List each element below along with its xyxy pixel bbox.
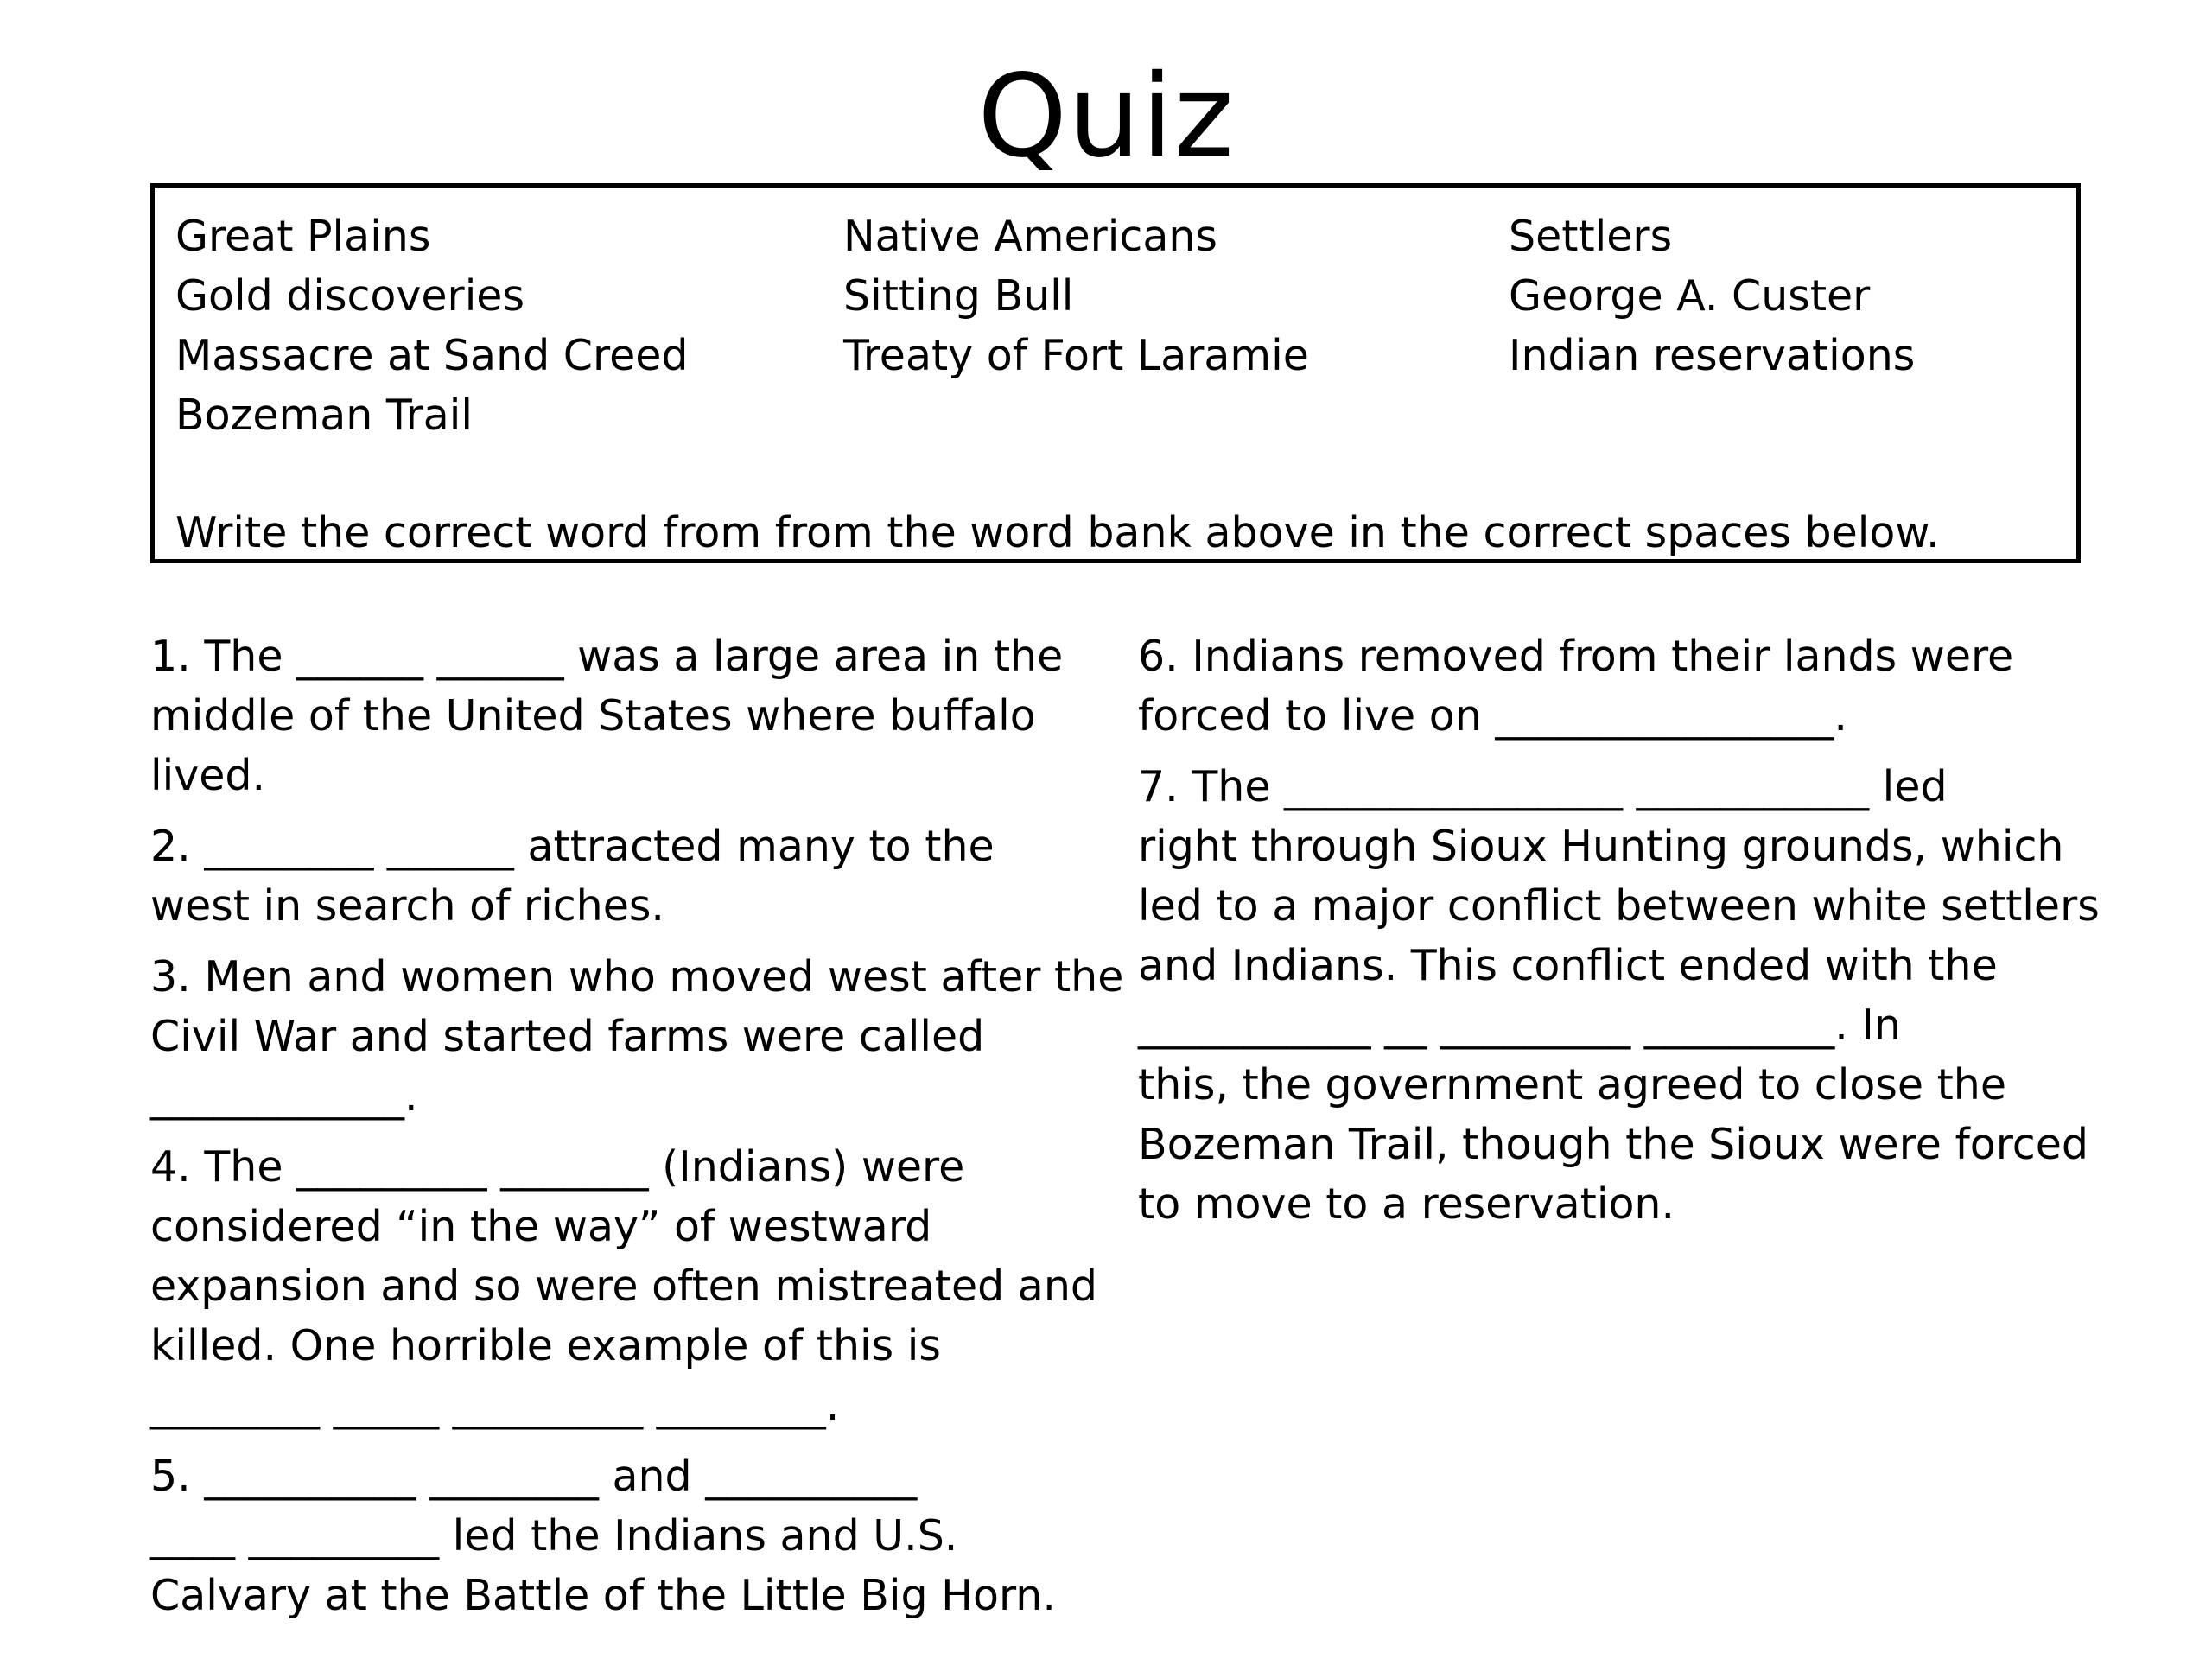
word-bank-term: Great Plains xyxy=(175,212,431,261)
question-line: ____ _________ led the Indians and U.S. xyxy=(150,1511,958,1560)
word-bank-column-3 xyxy=(1509,207,1915,385)
word-bank-term: Treaty of Fort Laramie xyxy=(843,331,1309,380)
question-line: and Indians. This conflict ended with the xyxy=(1138,941,1998,990)
questions-left-column xyxy=(150,626,1124,1637)
question-line: ___________ __ _________ _________. In xyxy=(1138,1001,1901,1050)
question-line: led to a major conflict between white settlers xyxy=(1138,881,2100,931)
question-line: 3. Men and women who moved west after the xyxy=(150,952,1124,1001)
question-line: 7. The ________________ ___________ led xyxy=(1138,762,1948,811)
question-6 xyxy=(1138,626,2088,746)
question-4 xyxy=(150,1137,1118,1435)
page-title: Quiz xyxy=(977,50,1235,183)
questions-right-column xyxy=(1138,626,2100,1245)
question-line: 6. Indians removed from their lands were xyxy=(1138,632,2014,681)
question-line: 5. __________ ________ and __________ xyxy=(150,1452,918,1501)
word-bank-column-2 xyxy=(843,207,1309,385)
question-line: ________ _____ _________ ________. xyxy=(150,1381,840,1430)
word-bank-box xyxy=(150,183,2081,563)
question-line: to move to a reservation. xyxy=(1138,1179,1675,1229)
question-line: ____________. xyxy=(150,1071,418,1121)
word-bank-term: Gold discoveries xyxy=(175,271,524,321)
word-bank-column-1 xyxy=(175,207,688,445)
question-line: 1. The ______ ______ was a large area in the xyxy=(150,632,1064,681)
question-7 xyxy=(1138,757,2100,1234)
question-line: Bozeman Trail, though the Sioux were forced xyxy=(1138,1120,2088,1169)
word-bank-term: Indian reservations xyxy=(1509,331,1916,380)
question-line: west in search of riches. xyxy=(150,881,664,931)
word-bank-term: Native Americans xyxy=(843,212,1217,261)
question-line: lived. xyxy=(150,751,266,800)
question-3 xyxy=(150,947,1124,1126)
question-line: this, the government agreed to close the xyxy=(1138,1060,2006,1109)
question-line: expansion and so were often mistreated and xyxy=(150,1262,1097,1311)
word-bank-term: Sitting Bull xyxy=(843,271,1074,321)
word-bank-term: Bozeman Trail xyxy=(175,391,473,440)
instructions: Write the correct word from from the word bank above in the correct spaces below. xyxy=(175,508,1940,557)
question-line: right through Sioux Hunting grounds, which xyxy=(1138,822,2064,871)
question-5 xyxy=(150,1446,1118,1625)
question-line: 2. ________ ______ attracted many to the xyxy=(150,822,995,871)
question-line: Calvary at the Battle of the Little Big Horn. xyxy=(150,1571,1056,1620)
word-bank-term: George A. Custer xyxy=(1509,271,1871,321)
question-line: 4. The _________ _______ (Indians) were xyxy=(150,1142,965,1192)
question-line: Civil War and started farms were called xyxy=(150,1012,985,1061)
question-line: killed. One horrible example of this is xyxy=(150,1321,941,1370)
question-line: forced to live on ________________. xyxy=(1138,691,1847,741)
word-bank-term: Massacre at Sand Creed xyxy=(175,331,689,380)
question-line: considered “in the way” of westward xyxy=(150,1202,932,1251)
question-1 xyxy=(150,626,1118,805)
word-bank-term: Settlers xyxy=(1509,212,1673,261)
question-2 xyxy=(150,817,1118,936)
question-line: middle of the United States where buffalo xyxy=(150,691,1036,741)
